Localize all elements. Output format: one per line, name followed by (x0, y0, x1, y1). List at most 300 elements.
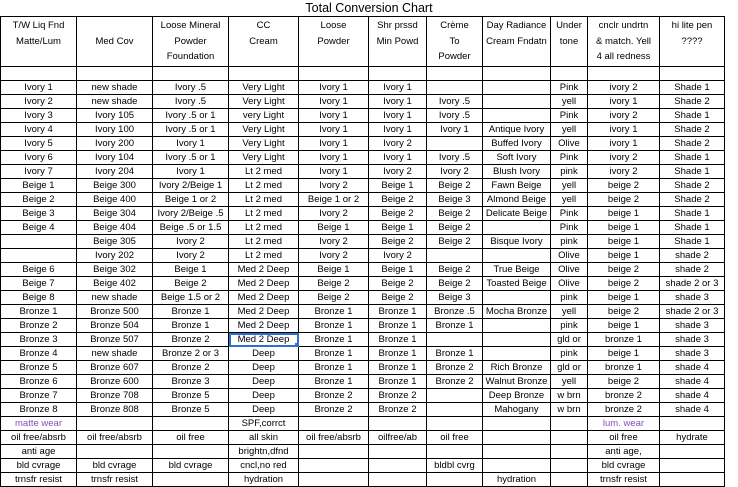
cell[interactable]: Pink (551, 81, 588, 95)
cell[interactable]: Soft Ivory (483, 151, 551, 165)
cell[interactable] (427, 249, 483, 263)
cell[interactable]: pink (551, 165, 588, 179)
cell[interactable]: Ivory .5 (427, 95, 483, 109)
cell[interactable]: beige 2 (588, 263, 660, 277)
cell[interactable] (77, 445, 153, 459)
cell[interactable]: Shade 2 (660, 137, 725, 151)
cell[interactable]: Lt 2 med (229, 221, 299, 235)
cell[interactable]: Bronze 2 (299, 403, 369, 417)
cell[interactable]: Shade 1 (660, 221, 725, 235)
cell[interactable]: Beige 1 or 2 (299, 193, 369, 207)
column-header[interactable] (427, 17, 483, 67)
cell[interactable]: Bronze 1 (153, 305, 229, 319)
cell[interactable]: beige 2 (588, 179, 660, 193)
cell[interactable]: Deep (229, 347, 299, 361)
cell[interactable]: beige 1 (588, 319, 660, 333)
cell[interactable]: bld cvrage (1, 459, 77, 473)
cell[interactable]: Beige 1 (1, 179, 77, 193)
cell[interactable]: Bronze 600 (77, 375, 153, 389)
cell[interactable]: Bronze 7 (1, 389, 77, 403)
cell[interactable]: Bronze 6 (1, 375, 77, 389)
cell[interactable]: beige 1 (588, 347, 660, 361)
cell[interactable]: Bronze 1 (299, 347, 369, 361)
cell[interactable]: Bronze 1 (153, 319, 229, 333)
cell[interactable]: w brn (551, 403, 588, 417)
cell[interactable]: Ivory 5 (1, 137, 77, 151)
cell[interactable]: Bronze 1 (299, 333, 369, 347)
cell[interactable] (483, 445, 551, 459)
cell[interactable]: shade 2 (660, 263, 725, 277)
cell[interactable]: Bronze 2 (369, 403, 427, 417)
cell[interactable]: True Beige (483, 263, 551, 277)
cell[interactable]: Pink (551, 207, 588, 221)
cell[interactable]: Bronze 3 (1, 333, 77, 347)
cell[interactable]: Beige 1 (153, 263, 229, 277)
cell[interactable]: beige 1 (588, 235, 660, 249)
cell[interactable] (427, 81, 483, 95)
cell[interactable]: SPF,corrct (229, 417, 299, 431)
cell[interactable]: Shade 1 (660, 151, 725, 165)
cell[interactable]: beige 2 (588, 277, 660, 291)
cell[interactable] (483, 431, 551, 445)
cell[interactable] (660, 67, 725, 81)
cell[interactable]: beige 1 (588, 221, 660, 235)
cell[interactable]: Beige 2 (427, 235, 483, 249)
cell[interactable]: Ivory 1 (369, 123, 427, 137)
cell[interactable]: Very Light (229, 151, 299, 165)
cell[interactable]: Ivory 1 (153, 165, 229, 179)
cell[interactable]: Ivory .5 (153, 95, 229, 109)
cell[interactable]: Beige 2 (369, 193, 427, 207)
cell[interactable]: Beige 3 (427, 291, 483, 305)
cell[interactable]: Deep (229, 361, 299, 375)
cell[interactable]: Ivory 1 (427, 123, 483, 137)
cell[interactable]: oil free (588, 431, 660, 445)
cell[interactable]: trnsfr resist (588, 473, 660, 487)
cell[interactable]: Bronze 1 (369, 319, 427, 333)
cell[interactable]: Bronze 5 (153, 403, 229, 417)
cell[interactable] (229, 67, 299, 81)
cell[interactable]: shade 4 (660, 361, 725, 375)
cell[interactable]: Lt 2 med (229, 179, 299, 193)
cell[interactable]: Pink (551, 151, 588, 165)
cell[interactable]: oil free (427, 431, 483, 445)
cell[interactable]: Olive (551, 277, 588, 291)
cell[interactable]: Bronze .5 (427, 305, 483, 319)
cell[interactable]: Shade 2 (660, 179, 725, 193)
cell[interactable]: Ivory 2 (299, 235, 369, 249)
cell[interactable]: Bronze 1 (1, 305, 77, 319)
cell[interactable]: Ivory .5 (427, 151, 483, 165)
cell[interactable] (77, 67, 153, 81)
cell[interactable] (369, 417, 427, 431)
cell[interactable]: gld or (551, 333, 588, 347)
cell[interactable]: trnsfr resist (77, 473, 153, 487)
cell[interactable]: Deep (229, 403, 299, 417)
cell[interactable]: Very Light (229, 81, 299, 95)
cell[interactable]: anti age (1, 445, 77, 459)
cell[interactable]: Deep (229, 389, 299, 403)
cell[interactable]: new shade (77, 81, 153, 95)
cell[interactable]: Ivory 200 (77, 137, 153, 151)
cell[interactable]: Ivory 1 (153, 137, 229, 151)
cell[interactable]: Bronze 1 (369, 375, 427, 389)
cell[interactable]: pink (551, 319, 588, 333)
cell[interactable]: Beige 2 (427, 207, 483, 221)
cell[interactable]: Ivory 7 (1, 165, 77, 179)
cell[interactable]: Beige 1 (299, 263, 369, 277)
cell[interactable]: Bronze 507 (77, 333, 153, 347)
cell[interactable]: Bronze 1 (369, 333, 427, 347)
cell[interactable]: ivory 2 (588, 151, 660, 165)
cell[interactable]: Bronze 607 (77, 361, 153, 375)
cell[interactable]: Beige 3 (427, 193, 483, 207)
cell[interactable]: Beige 2 (369, 277, 427, 291)
cell[interactable]: Bronze 5 (1, 361, 77, 375)
cell[interactable] (551, 445, 588, 459)
cell[interactable] (427, 403, 483, 417)
cell[interactable]: Pink (551, 109, 588, 123)
cell[interactable] (483, 109, 551, 123)
cell[interactable]: Lt 2 med (229, 235, 299, 249)
cell[interactable]: Bronze 2 (1, 319, 77, 333)
cell[interactable] (551, 417, 588, 431)
cell[interactable]: Bronze 1 (369, 347, 427, 361)
cell[interactable] (483, 221, 551, 235)
cell[interactable]: Ivory 2 (427, 165, 483, 179)
cell[interactable]: Beige 4 (1, 221, 77, 235)
cell[interactable]: shade 2 or 3 (660, 277, 725, 291)
cell[interactable]: yell (551, 95, 588, 109)
cell[interactable]: ivory 2 (588, 165, 660, 179)
cell[interactable]: Lt 2 med (229, 207, 299, 221)
cell[interactable] (369, 67, 427, 81)
cell[interactable]: shade 3 (660, 291, 725, 305)
cell[interactable]: Deep (229, 375, 299, 389)
cell[interactable]: Bronze 1 (369, 361, 427, 375)
cell[interactable]: Ivory 2 (153, 249, 229, 263)
cell[interactable]: all skin (229, 431, 299, 445)
cell[interactable] (660, 417, 725, 431)
cell[interactable] (77, 417, 153, 431)
cell[interactable]: Ivory 1 (369, 151, 427, 165)
cell[interactable] (660, 459, 725, 473)
cell[interactable]: Shade 1 (660, 81, 725, 95)
cell[interactable]: Ivory 2 (369, 249, 427, 263)
cell[interactable]: shade 3 (660, 319, 725, 333)
cell[interactable]: shade 4 (660, 375, 725, 389)
cell[interactable]: Med 2 Deep (229, 263, 299, 277)
cell[interactable]: bronze 2 (588, 389, 660, 403)
cell[interactable] (369, 473, 427, 487)
cell[interactable]: Med 2 Deep (229, 319, 299, 333)
cell[interactable]: Ivory 2 (1, 95, 77, 109)
cell[interactable]: Ivory 1 (299, 109, 369, 123)
cell[interactable]: beige 2 (588, 305, 660, 319)
cell[interactable]: Ivory 6 (1, 151, 77, 165)
cell[interactable] (551, 67, 588, 81)
cell[interactable]: Ivory 1 (369, 81, 427, 95)
cell[interactable]: Beige 2 (427, 263, 483, 277)
cell[interactable] (369, 445, 427, 459)
cell[interactable]: Bronze 1 (299, 375, 369, 389)
cell[interactable]: Shade 1 (660, 207, 725, 221)
cell[interactable]: bld cvrage (77, 459, 153, 473)
cell[interactable]: Mahogany (483, 403, 551, 417)
cell[interactable]: Beige 2 (427, 179, 483, 193)
cell[interactable]: Ivory .5 (427, 109, 483, 123)
cell[interactable]: Rich Bronze (483, 361, 551, 375)
cell[interactable]: bld cvrage (588, 459, 660, 473)
cell[interactable]: Shade 2 (660, 95, 725, 109)
cell[interactable]: Beige 400 (77, 193, 153, 207)
cell[interactable]: bld cvrage (153, 459, 229, 473)
cell[interactable] (588, 67, 660, 81)
cell[interactable]: Beige 2 (299, 291, 369, 305)
cell[interactable]: Shade 1 (660, 109, 725, 123)
cell[interactable]: yell (551, 193, 588, 207)
column-header[interactable] (229, 17, 299, 67)
cell[interactable]: beige 1 (588, 291, 660, 305)
cell[interactable]: Med 2 Deep (229, 305, 299, 319)
cell[interactable]: Beige 2 (427, 221, 483, 235)
cell[interactable]: Bronze 2 (153, 333, 229, 347)
cell[interactable]: Ivory 1 (369, 95, 427, 109)
cell[interactable]: Bronze 1 (427, 319, 483, 333)
cell[interactable]: Toasted Beige (483, 277, 551, 291)
cell[interactable]: Beige 2 (153, 277, 229, 291)
cell[interactable]: Ivory 1 (299, 137, 369, 151)
cell[interactable]: Ivory .5 or 1 (153, 123, 229, 137)
cell[interactable]: trnsfr resist (1, 473, 77, 487)
column-header[interactable] (660, 17, 725, 67)
cell[interactable]: Ivory .5 (153, 81, 229, 95)
cell[interactable]: Beige 1 (369, 221, 427, 235)
cell[interactable] (660, 445, 725, 459)
cell[interactable]: Ivory .5 or 1 (153, 151, 229, 165)
cell[interactable] (483, 291, 551, 305)
cell[interactable]: shade 3 (660, 347, 725, 361)
cell[interactable]: Beige 300 (77, 179, 153, 193)
cell[interactable]: Mocha Bronze (483, 305, 551, 319)
cell[interactable]: bronze 1 (588, 333, 660, 347)
cell[interactable]: Beige 1 or 2 (153, 193, 229, 207)
cell[interactable]: Beige 2 (1, 193, 77, 207)
cell[interactable] (427, 137, 483, 151)
cell[interactable]: Shade 1 (660, 165, 725, 179)
cell[interactable]: Ivory 202 (77, 249, 153, 263)
cell[interactable]: Ivory 105 (77, 109, 153, 123)
cell[interactable]: Olive (551, 249, 588, 263)
cell[interactable]: yell (551, 179, 588, 193)
cell[interactable] (427, 333, 483, 347)
cell[interactable]: Ivory 3 (1, 109, 77, 123)
cell[interactable]: matte wear (1, 417, 77, 431)
cell[interactable]: ivory 1 (588, 95, 660, 109)
cell[interactable]: Bronze 1 (299, 361, 369, 375)
cell[interactable] (299, 445, 369, 459)
cell[interactable]: Bronze 1 (299, 305, 369, 319)
column-header[interactable] (1, 17, 77, 67)
cell[interactable] (299, 473, 369, 487)
cell[interactable]: Bronze 2 (427, 361, 483, 375)
cell[interactable] (483, 459, 551, 473)
cell[interactable] (427, 389, 483, 403)
cell[interactable]: Med 2 Deep (229, 277, 299, 291)
cell[interactable]: Lt 2 med (229, 249, 299, 263)
cell[interactable] (153, 473, 229, 487)
cell[interactable]: beige 2 (588, 193, 660, 207)
cell[interactable]: Beige 302 (77, 263, 153, 277)
cell[interactable] (551, 459, 588, 473)
cell[interactable]: Ivory 4 (1, 123, 77, 137)
cell[interactable]: Bronze 500 (77, 305, 153, 319)
cell[interactable]: shade 4 (660, 389, 725, 403)
cell[interactable] (299, 417, 369, 431)
cell[interactable]: Ivory 104 (77, 151, 153, 165)
cell[interactable]: Ivory 2 (299, 249, 369, 263)
cell[interactable]: Bronze 2 (427, 375, 483, 389)
cell[interactable]: Ivory 2 (299, 179, 369, 193)
cell[interactable]: Very Light (229, 123, 299, 137)
cell[interactable]: beige 1 (588, 207, 660, 221)
cell[interactable]: Ivory 1 (299, 151, 369, 165)
cell[interactable]: Bronze 1 (299, 319, 369, 333)
cell[interactable]: Beige 2 (369, 235, 427, 249)
cell[interactable]: shade 4 (660, 403, 725, 417)
cell[interactable]: Beige 1.5 or 2 (153, 291, 229, 305)
cell[interactable]: Bronze 2 (369, 389, 427, 403)
cell[interactable]: bronze 1 (588, 361, 660, 375)
column-header[interactable] (299, 17, 369, 67)
cell[interactable]: oil free (153, 431, 229, 445)
cell[interactable]: yell (551, 375, 588, 389)
cell[interactable]: Bronze 2 (299, 389, 369, 403)
cell[interactable]: Ivory 1 (369, 109, 427, 123)
cell[interactable]: Shade 2 (660, 123, 725, 137)
cell[interactable]: Ivory 1 (299, 123, 369, 137)
cell[interactable]: Beige 305 (77, 235, 153, 249)
cell[interactable]: hydrate (660, 431, 725, 445)
column-header[interactable] (369, 17, 427, 67)
cell[interactable]: pink (551, 291, 588, 305)
cell[interactable]: Beige 2 (427, 277, 483, 291)
cell[interactable]: Ivory 204 (77, 165, 153, 179)
cell[interactable]: Beige 1 (369, 263, 427, 277)
cell[interactable]: bronze 2 (588, 403, 660, 417)
cell[interactable]: hydration (229, 473, 299, 487)
cell[interactable]: w brn (551, 389, 588, 403)
cell[interactable]: Beige 2 (299, 277, 369, 291)
cell[interactable]: Beige 304 (77, 207, 153, 221)
cell[interactable]: Lt 2 med (229, 193, 299, 207)
cell[interactable] (1, 67, 77, 81)
cell[interactable]: Bronze 1 (369, 305, 427, 319)
cell[interactable] (153, 445, 229, 459)
cell[interactable] (551, 431, 588, 445)
cell[interactable] (483, 333, 551, 347)
cell[interactable]: Bronze 3 (153, 375, 229, 389)
cell[interactable] (427, 445, 483, 459)
cell[interactable] (483, 347, 551, 361)
cell[interactable]: lum. wear (588, 417, 660, 431)
cell[interactable]: Ivory 1 (299, 81, 369, 95)
cell[interactable]: Shade 2 (660, 193, 725, 207)
cell[interactable]: Blush Ivory (483, 165, 551, 179)
cell[interactable]: Beige 404 (77, 221, 153, 235)
cell[interactable]: Ivory 1 (1, 81, 77, 95)
cell[interactable]: Deep Bronze (483, 389, 551, 403)
cell[interactable]: hydration (483, 473, 551, 487)
cell[interactable]: Bronze 1 (427, 347, 483, 361)
cell[interactable]: Bronze 2 (153, 361, 229, 375)
cell[interactable]: oil free/absrb (1, 431, 77, 445)
cell[interactable]: oil free/absrb (299, 431, 369, 445)
cell[interactable]: Ivory 100 (77, 123, 153, 137)
cell[interactable]: Bronze 708 (77, 389, 153, 403)
cell[interactable]: Bronze 4 (1, 347, 77, 361)
cell[interactable]: Beige 2 (369, 207, 427, 221)
cell[interactable]: Ivory 2 (153, 235, 229, 249)
cell[interactable] (1, 235, 77, 249)
cell[interactable]: yell (551, 123, 588, 137)
column-header[interactable] (588, 17, 660, 67)
cell[interactable] (427, 417, 483, 431)
cell[interactable]: Beige 3 (1, 207, 77, 221)
cell[interactable] (483, 249, 551, 263)
cell[interactable]: Bisque Ivory (483, 235, 551, 249)
cell[interactable]: ivory 1 (588, 137, 660, 151)
cell[interactable]: Bronze 808 (77, 403, 153, 417)
cell[interactable] (299, 67, 369, 81)
cell[interactable]: anti age, (588, 445, 660, 459)
cell[interactable]: new shade (77, 291, 153, 305)
cell[interactable]: Ivory 2 (369, 165, 427, 179)
cell[interactable]: gld or (551, 361, 588, 375)
cell[interactable]: Beige 1 (299, 221, 369, 235)
column-header[interactable] (153, 17, 229, 67)
cell[interactable] (483, 81, 551, 95)
cell[interactable]: Very Light (229, 137, 299, 151)
cell[interactable]: pink (551, 235, 588, 249)
cell[interactable]: Ivory 1 (299, 95, 369, 109)
cell[interactable]: new shade (77, 95, 153, 109)
cell[interactable]: new shade (77, 347, 153, 361)
cell[interactable]: Beige 8 (1, 291, 77, 305)
cell[interactable]: brightn,dfnd (229, 445, 299, 459)
cell[interactable]: Walnut Bronze (483, 375, 551, 389)
cell[interactable] (427, 473, 483, 487)
column-header[interactable] (77, 17, 153, 67)
cell[interactable]: Buffed Ivory (483, 137, 551, 151)
column-header[interactable] (551, 17, 588, 67)
cell[interactable]: Very Light (229, 95, 299, 109)
cell[interactable]: very Light (229, 109, 299, 123)
cell[interactable]: ivory 2 (588, 109, 660, 123)
cell[interactable]: oil free/absrb (77, 431, 153, 445)
cell[interactable]: Fawn Beige (483, 179, 551, 193)
cell[interactable]: yell (551, 305, 588, 319)
cell[interactable] (483, 417, 551, 431)
cell[interactable]: Olive (551, 263, 588, 277)
cell[interactable]: Beige 402 (77, 277, 153, 291)
cell[interactable] (660, 473, 725, 487)
cell[interactable]: Ivory 2/Beige .5 (153, 207, 229, 221)
cell[interactable]: Pink (551, 221, 588, 235)
cell[interactable] (427, 67, 483, 81)
cell[interactable]: Ivory 1 (299, 165, 369, 179)
cell[interactable]: Ivory 2 (369, 137, 427, 151)
